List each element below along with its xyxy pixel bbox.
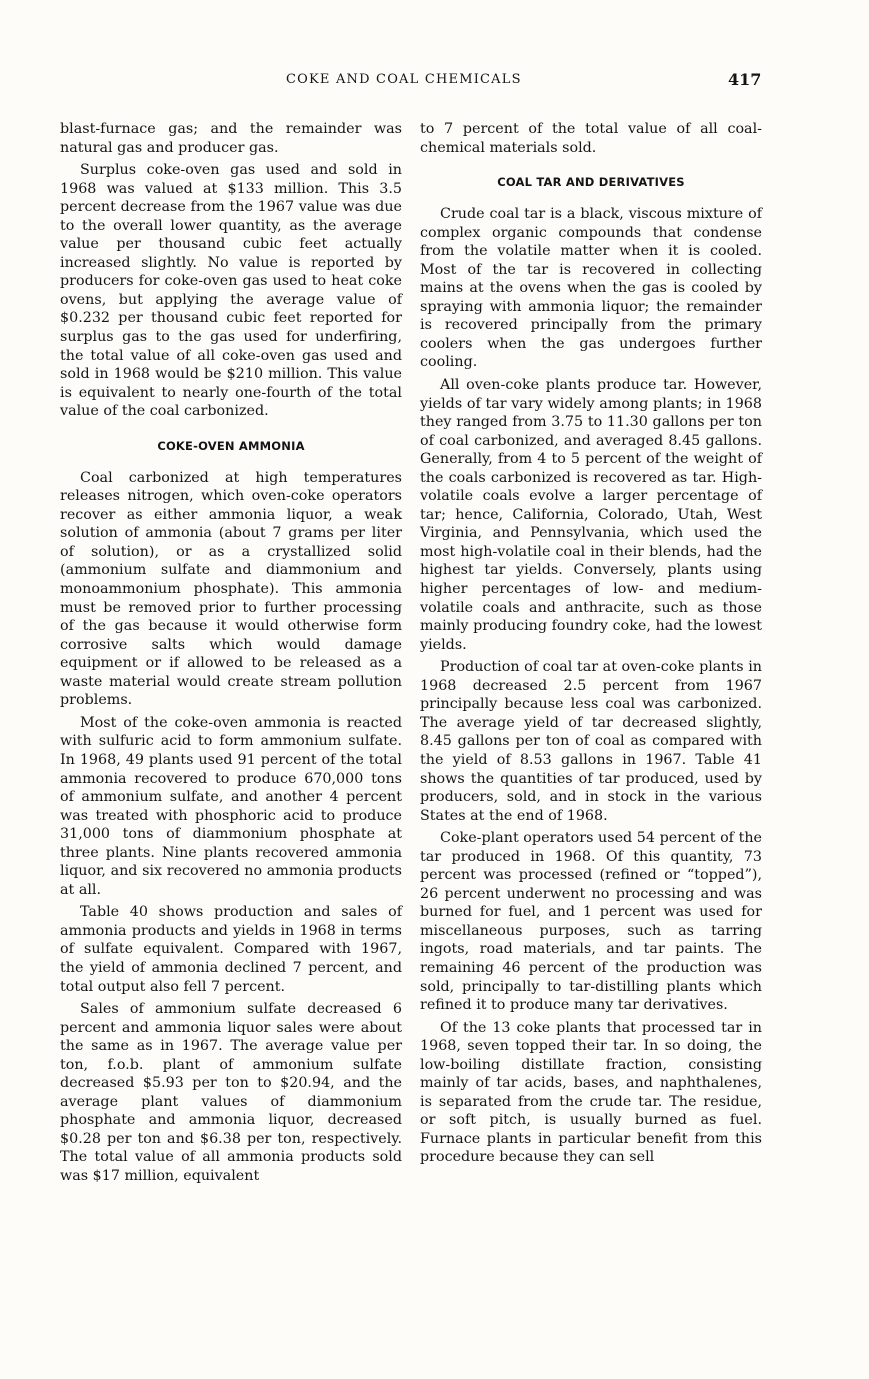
paragraph: Production of coal tar at oven-coke plants in 1968 decreased 2.5 percent from 1967 principally because less coal was carbonized. The average yield of tar decreased slightly, 8.45 gallons per ton of coal as compared with the yield of 8.53 gallons in 1967. Table 41 shows the quantities of tar produced, used by producers, sold, and in stock in the various States at the end of 1968.	[420, 659, 762, 824]
paragraph: to 7 percent of the total value of all coal-chemical materials sold.	[420, 121, 762, 156]
paragraph: All oven-coke plants produce tar. However, yields of tar vary widely among plants; in 1968 they ranged from 3.75 to 11.30 gallons per ton of coal carbonized, and averaged 8.45 gallons. Generally, from 4 to 5 percent of the weight of the coals carbonized is recovered as tar. High-volatile coals evolve a larger percentage of tar; hence, California, Colorado, Utah, West Virginia, and Pennsylvania, which used the most high-volatile coal in their blends, had the highest tar yields. Conversely, plants using higher percentages of low- and medium-volatile coals and anthracite, such as those mainly producing foundry coke, had the lowest yields.	[420, 377, 762, 653]
paragraph: Sales of ammonium sulfate decreased 6 percent and ammonia liquor sales were about the same as in 1967. The average value per ton, f.o.b. plant of ammonium sulfate decreased $5.93 per ton to $20.94, and the average plant values of diammonium phosphate and ammonia liquor, decreased $0.28 per ton and $6.38 per ton, respectively. The total value of all ammonia products sold was $17 million, equivalent	[60, 1001, 402, 1184]
paragraph: Most of the coke-oven ammonia is reacted with sulfuric acid to form ammonium sulfate. In 1968, 49 plants used 91 percent of the total ammonia recovered to produce 670,000 tons of ammonium sulfate, and another 4 percent was treated with phosphoric acid to produce 31,000 tons of diammonium phosphate at three plants. Nine plants recovered ammonia liquor, and six recovered no ammonia products at all.	[60, 714, 402, 898]
section-heading-coke-oven-ammonia: COKE-OVEN AMMONIA	[157, 438, 305, 453]
paragraph: Crude coal tar is a black, viscous mixture of complex organic compounds that condense from the volatile matter when it is cooled. Most of the tar is recovered in collecting mains at the ovens when the gas is cooled by spraying with ammonia liquor; the remainder is recovered principally from the primary coolers when the gas undergoes further cooling.	[420, 206, 762, 371]
paragraph: Coal carbonized at high temperatures releases nitrogen, which oven-coke operators recover as either ammonia liquor, a weak solution of ammonia (about 7 grams per liter of solution), or as a crystallized solid (ammonium sulfate and diammonium and monoammonium phosphate). This ammonia must be removed prior to further processing of the gas because it would otherwise form corrosive salts which would damage equipment or if allowed to be released as a waste material would create stream pollution problems.	[60, 469, 402, 709]
running-title: COKE AND COAL CHEMICALS	[286, 72, 522, 87]
left-column	[60, 120, 402, 1186]
paragraph: Table 40 shows production and sales of ammonia products and yields in 1968 in terms of sulfate equivalent. Compared with 1967, the yield of ammonia declined 7 percent, and total output also fell 7 percent.	[60, 904, 402, 995]
paragraph: Coke-plant operators used 54 percent of the tar produced in 1968. Of this quantity, 73 percent was processed (refined or “topped”), 26 percent underwent no processing and was burned for fuel, and 1 percent was used for miscellaneous purposes, such as tarring ingots, road materials, and tar paints. The remaining 46 percent of the production was sold, principally to tar-distilling plants which refined it to produce many tar derivatives.	[420, 830, 762, 1014]
page-number: 417	[728, 70, 762, 89]
right-column	[420, 120, 762, 1167]
paragraph: blast-furnace gas; and the remainder was natural gas and producer gas.	[60, 121, 402, 156]
section-heading-coal-tar: COAL TAR AND DERIVATIVES	[497, 175, 685, 190]
paragraph: Of the 13 coke plants that processed tar in 1968, seven topped their tar. In so doing, the low-boiling distillate fraction, consisting mainly of tar acids, bases, and naphthalenes, is separated from the crude tar. The residue, or soft pitch, is usually burned as fuel. Furnace plants in particular benefit from this procedure because they can sell	[420, 1019, 762, 1166]
paragraph: Surplus coke-oven gas used and sold in 1968 was valued at $133 million. This 3.5 percent decrease from the 1967 value was due to the overall lower quantity, as the average value per thousand cubic feet actually increased slightly. No value is reported by producers for coke-oven gas used to heat coke ovens, but applying the average value of $0.232 per thousand cubic feet reported for surplus gas to the gas used for underfiring, the total value of all coke-oven gas used and sold in 1968 would be $210 million. This value is equivalent to nearly one-fourth of the total value of the coal carbonized.	[60, 162, 402, 420]
